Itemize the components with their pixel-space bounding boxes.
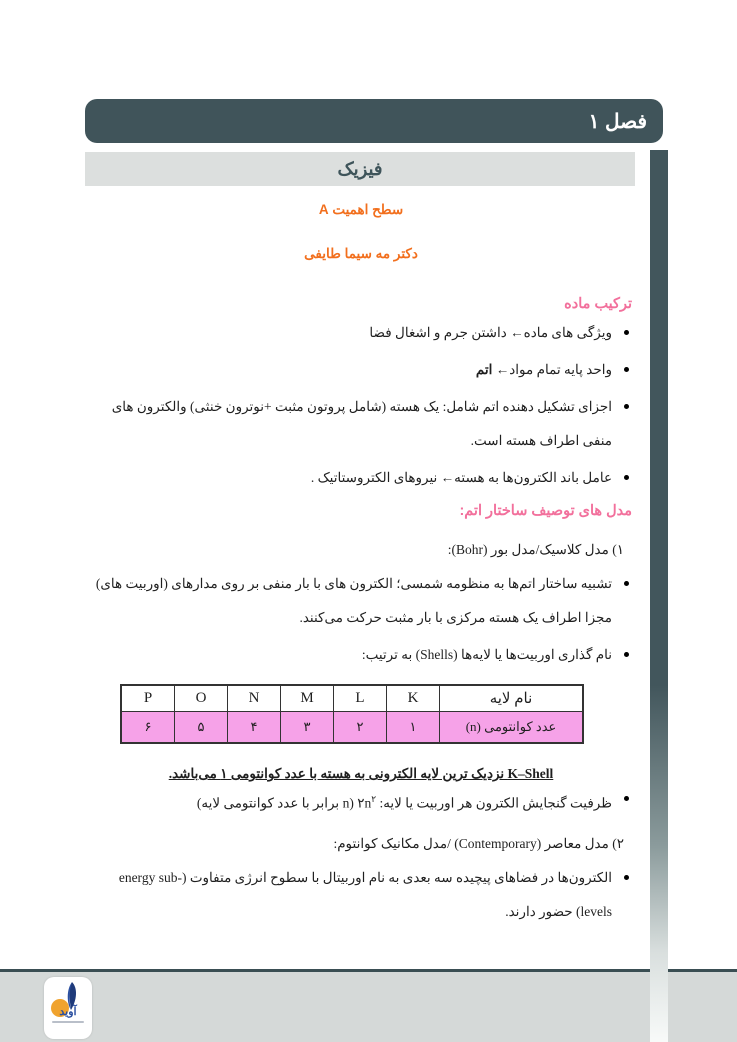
numbered-item-contemporary: ۲) مدل معاصر (Contemporary) /مدل مکانیک کوانتوم: bbox=[333, 835, 624, 851]
page-content bbox=[90, 196, 632, 932]
list-item-text: واحد پایه تمام مواد← bbox=[492, 362, 612, 377]
table-header-row bbox=[121, 685, 583, 712]
table-header-cell: P bbox=[121, 685, 175, 712]
list-item: ویژگی های ماده← داشتن جرم و اشغال فضا bbox=[90, 316, 632, 350]
table-cell: عدد کوانتومی (n) bbox=[440, 712, 584, 744]
formula-base: ۲n bbox=[357, 795, 372, 811]
footer-band bbox=[0, 972, 737, 1042]
list-item: نام گذاری اوربیت‌ها یا لایه‌ها (Shells) به ترتیب: bbox=[90, 638, 632, 672]
kshell-note: K–Shell نزدیک ترین لایه الکترونی به هسته با عدد کوانتومی ۱ می‌باشد. bbox=[168, 766, 554, 781]
capacity-text: ظرفیت گنجایش الکترون هر اوربیت یا لایه: bbox=[376, 795, 612, 811]
table-cell: ۲ bbox=[334, 712, 387, 744]
chapter-title: فصل ۱ bbox=[588, 110, 647, 133]
table-cell: ۶ bbox=[121, 712, 175, 744]
table-cell: ۴ bbox=[228, 712, 281, 744]
author-name: دکتر مه سیما طایفی bbox=[304, 246, 418, 261]
capacity-formula bbox=[357, 782, 376, 821]
table-header-cell: N bbox=[228, 685, 281, 712]
list-item: عامل باند الکترون‌ها به هسته← نیروهای الکتروستاتیک . bbox=[90, 461, 632, 495]
publisher-logo bbox=[44, 977, 92, 1039]
table-header-cell: L bbox=[334, 685, 387, 712]
right-accent-strip bbox=[650, 150, 668, 1042]
table-cell: ۱ bbox=[387, 712, 440, 744]
list-item: تشبیه ساختار اتم‌ها به منظومه شمسی؛ الکترون های با بار منفی بر روی مدارهای (اوربیت های) مجزا اطراف یک هسته مرکزی با بار مثبت حرکت می‌کنند. bbox=[90, 567, 632, 635]
logo-tagline-line bbox=[52, 1021, 84, 1023]
bohr-bullet-list bbox=[90, 567, 632, 672]
numbered-item-bohr: ۱) مدل کلاسیک/مدل بور (Bohr): bbox=[447, 542, 624, 557]
subject-bar bbox=[85, 152, 635, 186]
table-header-cell: K bbox=[387, 685, 440, 712]
table-cell: ۳ bbox=[281, 712, 334, 744]
subject-title: فیزیک bbox=[337, 158, 383, 179]
contemporary-bullet-list bbox=[90, 861, 632, 929]
table-header-cell: M bbox=[281, 685, 334, 712]
capacity-note: (n برابر با عدد کوانتومی لایه) bbox=[196, 795, 358, 811]
list-item bbox=[90, 353, 632, 387]
matter-bullet-list bbox=[90, 316, 632, 495]
chapter-header-bar bbox=[85, 99, 663, 143]
table-header-cell: O bbox=[175, 685, 228, 712]
formula-exponent: ۲ bbox=[371, 794, 377, 804]
section-heading-matter: ترکیب ماده bbox=[564, 296, 632, 312]
list-item: الکترون‌ها در فضاهای پیچیده سه بعدی به نام اوربیتال با سطوح انرژی متفاوت (energy sub-levels) حضور دارند. bbox=[90, 861, 632, 929]
table-header-cell: نام لایه bbox=[440, 685, 584, 712]
logo-text: آوید bbox=[59, 1006, 77, 1018]
shells-table bbox=[120, 684, 584, 744]
list-item: اجزای تشکیل دهنده اتم شامل: یک هسته (شامل پروتون مثبت +نوترون خنثی) والکترون های منفی اطراف هسته است. bbox=[90, 390, 632, 458]
list-item-bold-term: اتم bbox=[475, 362, 493, 377]
table-row bbox=[121, 712, 583, 744]
table-cell: ۵ bbox=[175, 712, 228, 744]
list-item bbox=[90, 782, 632, 821]
importance-level: سطح اهمیت A bbox=[318, 202, 404, 217]
capacity-bullet-list bbox=[90, 782, 632, 821]
section-heading-models: مدل های توصیف ساختار اتم: bbox=[459, 503, 632, 519]
footer-divider-line bbox=[0, 969, 737, 972]
